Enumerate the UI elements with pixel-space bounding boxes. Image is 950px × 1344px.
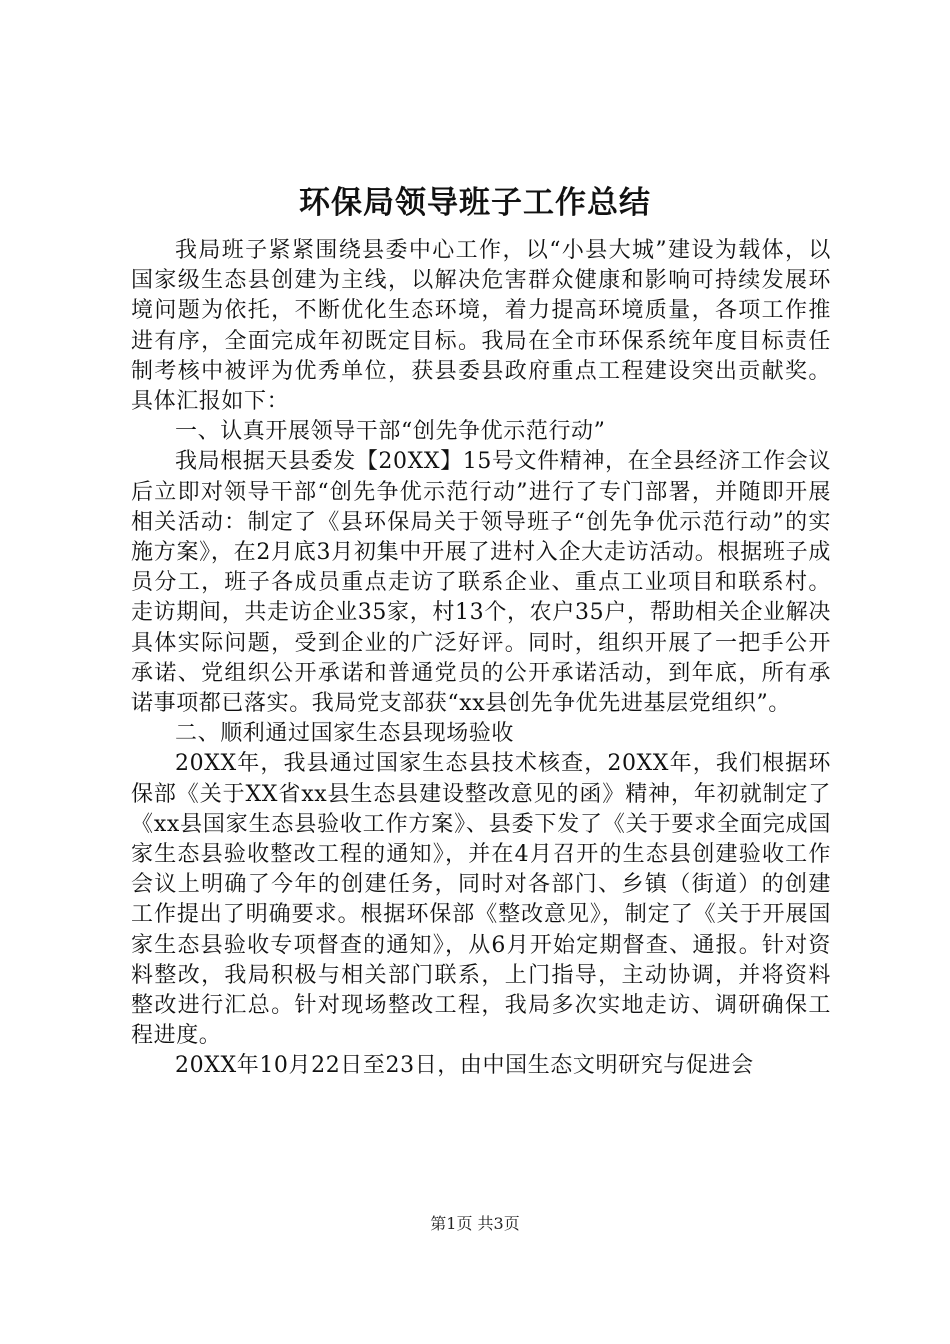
document-body — [131, 236, 831, 1082]
paragraph-section-2: 20XX年，我县通过国家生态县技术核查，20XX年，我们根据环保部《关于XX省xx县生态县建设整改意见的函》精神，年初就制定了《xx县国家生态县验收工作方案》、县委下发了《关于要求全面完成国家生态县验收整改工程的通知》，并在4月召开的生态县创建验收工作会议上明确了今年的创建任务，同时对各部门、乡镇（街道）的创建工作提出了明确要求。根据环保部《整改意见》，制定了《关于开展国家生态县验收专项督查的通知》，从6月开始定期督查、通报。针对资料整改，我局积极与相关部门联系，上门指导，主动协调，并将资料整改进行汇总。针对现场整改工程，我局多次实地走访、调研确保工程进度。 — [131, 751, 831, 1049]
document-title: 环保局领导班子工作总结 — [299, 185, 651, 221]
paragraph-section-1: 我局根据天县委发【20XX】15号文件精神，在全县经济工作会议后立即对领导干部“创先争优示范行动”进行了专门部署，并随即开展相关活动：制定了《县环保局关于领导班子“创先争优示范行动”的实施方案》，在2月底3月初集中开展了进村入企大走访活动。根据班子成员分工，班子各成员重点走访了联系企业、重点工业项目和联系村。走访期间，共走访企业35家，村13个，农户35户，帮助相关企业解决具体实际问题，受到企业的广泛好评。同时，组织开展了一把手公开承诺、党组织公开承诺和普通党员的公开承诺活动，到年底，所有承诺事项都已落实。我局党支部获“xx县创先争优先进基层党组织”。 — [131, 449, 831, 717]
paragraph-intro: 我局班子紧紧围绕县委中心工作，以“小县大城”建设为载体，以国家级生态县创建为主线，以解决危害群众健康和影响可持续发展环境问题为依托，不断优化生态环境，着力提高环境质量，各项工作推进有序，全面完成年初既定目标。我局在全市环保系统年度目标责任制考核中被评为优秀单位，获县委县政府重点工程建设突出贡献奖。具体汇报如下： — [131, 238, 831, 415]
page-footer: 第1页 共3页 — [430, 1214, 520, 1233]
section-heading-2: 二、顺利通过国家生态县现场验收 — [175, 721, 515, 747]
section-heading-1: 一、认真开展领导干部“创先争优示范行动” — [175, 419, 606, 445]
paragraph-section-2-cont: 20XX年10月22日至23日，由中国生态文明研究与促进会 — [175, 1053, 754, 1079]
